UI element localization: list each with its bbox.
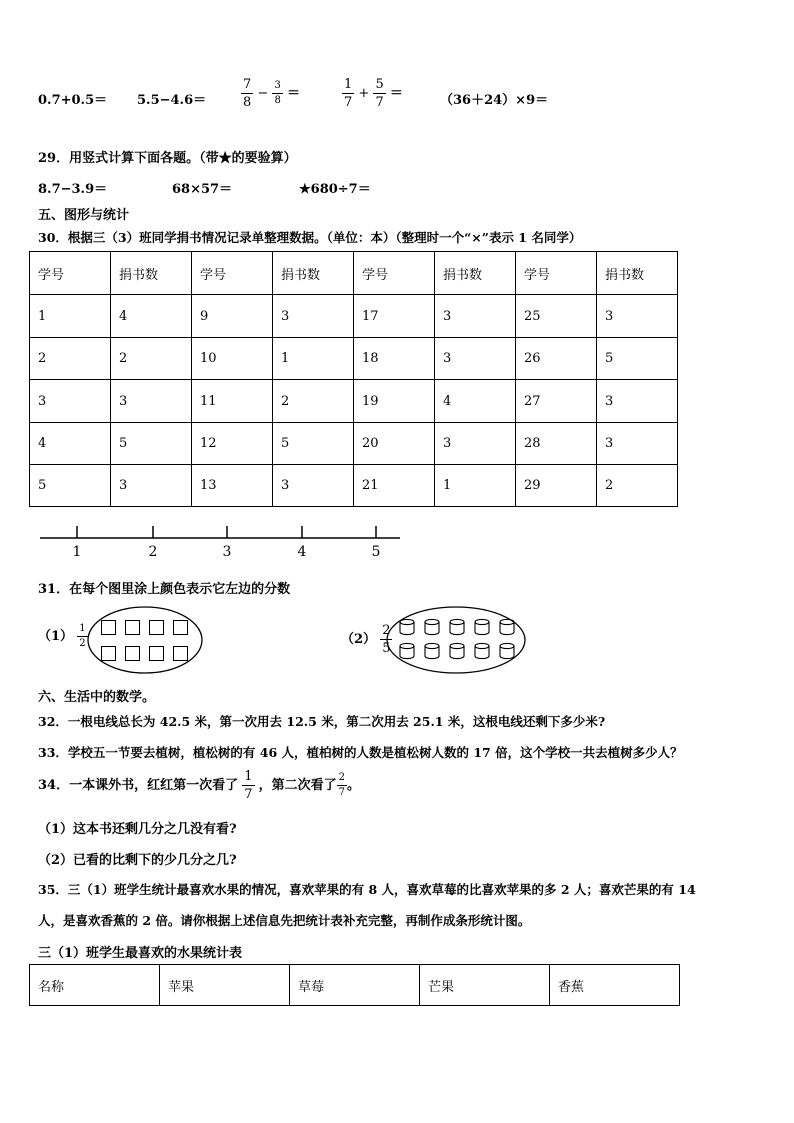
table-header-row [30,965,680,1006]
fraction: $\frac{1}{7}$ [344,77,353,110]
table-cell: 4 [110,295,191,338]
square-icon[interactable] [149,646,164,661]
header-cell: 苹果 [160,965,290,1006]
table-cell: 3 [434,295,515,338]
cylinder-icon[interactable] [425,619,439,634]
cylinder-icon[interactable] [475,619,489,634]
table-cell: 5 [30,465,111,507]
q35-line2: 人，是喜欢香蕉的 2 倍。请你根据上述信息先把统计表补充完整，再制作成条形统计图。 [38,913,531,928]
table-row [30,380,678,423]
square-icon[interactable] [125,620,140,635]
table-cell: 25 [515,295,596,338]
cylinder-icon[interactable] [450,643,464,658]
table-cell: 1 [30,295,111,338]
table-row [30,338,678,380]
q34-text: 34．一本课外书，红红第一次看了 $\frac{1}{7}$ ，第二次看了 $\frac{2}{7}$ 。 [38,769,361,802]
table-cell: 10 [191,338,272,380]
table-cell: 11 [191,380,272,423]
cylinder-icon[interactable] [400,619,414,634]
table-cell: 3 [596,380,677,423]
header-cell: 捐书数 [434,252,515,295]
table-cell: 3 [110,465,191,507]
table-cell: 12 [191,423,272,465]
axis-label: 5 [371,544,381,560]
header-cell: 香蕉 [550,965,680,1006]
q34-sub2: （2）已看的比剩下的少几分之几? [38,853,237,868]
axis-label: 3 [222,544,232,560]
number-axis [38,522,402,562]
table-cell: 3 [272,295,353,338]
fraction: $\frac{1}{7}$ [244,769,253,802]
table-cell: 2 [30,338,111,380]
q30-title: 30．根据三（3）班同学捐书情况记录单整理数据。（单位：本）（整理时一个“×”表示 1 名同学） [38,230,582,245]
table-cell: 17 [353,295,434,338]
fraction: $\frac{7}{8}$ [243,77,252,110]
fraction: $\frac{1}{2}$ [79,623,86,649]
table-cell: 3 [30,380,111,423]
table-cell: 5 [272,423,353,465]
q35-table-title: 三（1）班学生最喜欢的水果统计表 [38,946,243,961]
table-cell: 5 [110,423,191,465]
table-cell: 2 [110,338,191,380]
axis-label: 1 [72,544,82,560]
q31-title: 31．在每个图里涂上颜色表示它左边的分数 [38,582,291,597]
square-icon[interactable] [149,620,164,635]
table-cell: 3 [434,423,515,465]
expr-2: 5.5−4.6＝ [137,93,207,108]
square-icon[interactable] [101,646,116,661]
table-cell: 13 [191,465,272,507]
q29-expr-1: 8.7−3.9＝ [38,182,108,197]
expr-4: $\frac{1}{7}$ + $\frac{5}{7}$ ＝ [344,77,403,110]
table-cell: 1 [434,465,515,507]
q33-text: 33．学校五一节要去植树，植松树的有 46 人，植柏树的人数是植松树人数的 17 倍，这个学校一共去植树多少人？ [38,745,683,760]
header-cell: 学号 [515,252,596,295]
table-row [30,423,678,465]
cylinder-icon[interactable] [475,643,489,658]
cylinder-icon[interactable] [400,643,414,658]
table-cell: 9 [191,295,272,338]
table-cell: 3 [596,423,677,465]
table-cell: 2 [272,380,353,423]
fraction: $\frac{5}{7}$ [375,77,384,110]
header-cell: 名称 [30,965,160,1006]
fraction: $\frac{2}{7}$ [338,772,346,798]
table-cell: 3 [272,465,353,507]
table-cell: 26 [515,338,596,380]
table-header-row [30,252,678,295]
table-cell: 28 [515,423,596,465]
square-icon[interactable] [173,620,188,635]
fruit-table [29,964,680,1006]
header-cell: 学号 [353,252,434,295]
table-cell: 5 [596,338,677,380]
axis-label: 2 [148,544,158,560]
table-cell: 19 [353,380,434,423]
table-cell: 27 [515,380,596,423]
table-row [30,465,678,507]
q29-expr-2: 68×57＝ [172,182,233,197]
q34-sub1: （1）这本书还剩几分之几没有看? [38,822,237,837]
table-cell: 29 [515,465,596,507]
table-cell: 1 [272,338,353,380]
header-cell: 芒果 [420,965,550,1006]
fraction: $\frac{3}{8}$ [274,80,281,106]
table-cell: 20 [353,423,434,465]
header-cell: 捐书数 [110,252,191,295]
table-cell: 4 [30,423,111,465]
q35-line1: 35．三（1）班学生统计最喜欢水果的情况，喜欢苹果的有 8 人，喜欢草莓的比喜欢苹果的多 2 人；喜欢芒果的有 14 [38,882,696,897]
expr-3: $\frac{7}{8}$ − $\frac{3}{8}$ ＝ [243,77,300,110]
section-5-heading: 五、图形与统计 [38,208,130,223]
q31-part2-label: （2） $\frac{2}{5}$ [341,623,391,656]
header-cell: 学号 [30,252,111,295]
square-icon[interactable] [173,646,188,661]
q31-part1-label: （1） $\frac{1}{2}$ [38,623,86,649]
q29-expr-3: ★680÷7＝ [299,182,371,197]
cylinder-icon[interactable] [500,643,514,658]
cylinder-icon[interactable] [425,643,439,658]
table-cell: 3 [434,338,515,380]
header-cell: 捐书数 [596,252,677,295]
expr-5: （36＋24）×9＝ [440,93,549,108]
section-6-heading: 六、生活中的数学。 [38,690,156,705]
table-cell: 3 [110,380,191,423]
table-cell: 18 [353,338,434,380]
header-cell: 学号 [191,252,272,295]
square-icon[interactable] [101,620,116,635]
square-icon[interactable] [125,646,140,661]
q32-text: 32．一根电线总长为 42.5 米，第一次用去 12.5 米，第二次用去 25.1 米，这根电线还剩下多少米? [38,714,606,729]
fraction: $\frac{2}{5}$ [382,623,391,656]
squares-oval [86,605,204,675]
cylinder-group [398,617,518,663]
table-cell: 3 [596,295,677,338]
cylinder-icon[interactable] [500,619,514,634]
header-cell: 捐书数 [272,252,353,295]
axis-label: 4 [297,544,307,560]
table-cell: 4 [434,380,515,423]
expr-1: 0.7+0.5＝ [38,93,108,108]
donation-table [29,251,678,507]
table-row [30,295,678,338]
table-cell: 21 [353,465,434,507]
cylinder-icon[interactable] [450,619,464,634]
q29-title: 29．用竖式计算下面各题。（带★的要验算） [38,151,297,166]
table-cell: 2 [596,465,677,507]
header-cell: 草莓 [290,965,420,1006]
